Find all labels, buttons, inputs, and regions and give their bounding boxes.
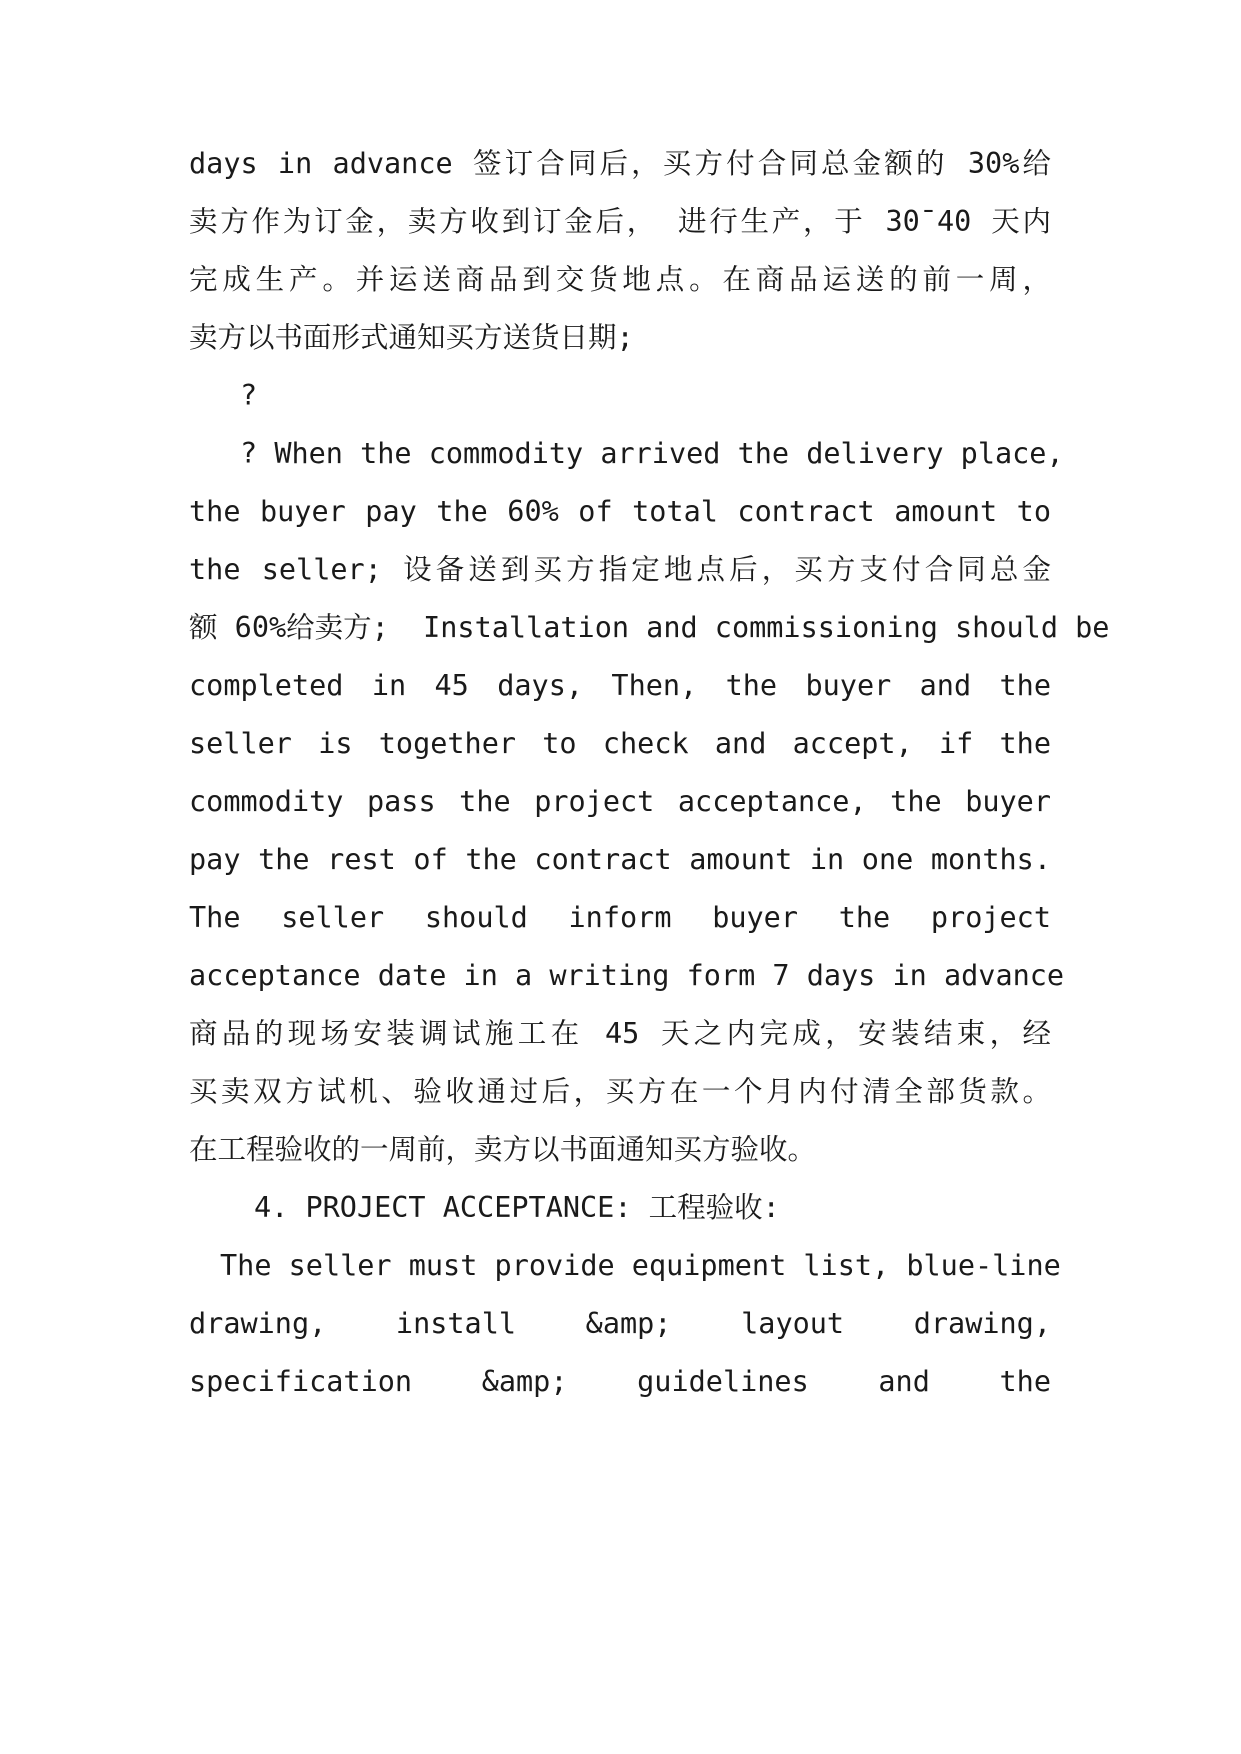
- text-line: specification &amp; guidelines and the: [189, 1365, 1051, 1398]
- text-line: the buyer pay the 60% of total contract amount to: [189, 495, 1051, 528]
- text-line: 卖方作为订金，卖方收到订金后， 进行生产，于 30¯40 天内: [189, 205, 1051, 238]
- text-line: 卖方以书面形式通知买方送货日期;: [189, 321, 634, 354]
- text-line: pay the rest of the contract amount in one months.: [189, 843, 1051, 876]
- text-line: ?: [240, 379, 258, 412]
- text-line: acceptance date in a writing form 7 days in advance: [189, 959, 1065, 992]
- text-line: 商品的现场安装调试施工在 45 天之内完成，安装结束，经: [189, 1017, 1051, 1050]
- text-line: 在工程验收的一周前，卖方以书面通知买方验收。: [189, 1133, 817, 1166]
- text-line: the seller; 设备送到买方指定地点后，买方支付合同总金: [189, 553, 1051, 586]
- text-line: ? When the commodity arrived the delivery place,: [240, 437, 1064, 470]
- text-line: 买卖双方试机、验收通过后，买方在一个月内付清全部货款。: [189, 1075, 1051, 1108]
- section-heading: 4. PROJECT ACCEPTANCE: 工程验收:: [254, 1191, 780, 1224]
- text-line: seller is together to check and accept, if the: [189, 727, 1051, 760]
- text-line: commodity pass the project acceptance, the buyer: [189, 785, 1051, 818]
- text-line: 完成生产。并运送商品到交货地点。在商品运送的前一周，: [189, 263, 1051, 296]
- text-line: 额 60%给卖方; Installation and commissioning should be: [189, 611, 1110, 644]
- text-line: The seller must provide equipment list, blue-line: [220, 1249, 1061, 1282]
- text-line: The seller should inform buyer the project: [189, 901, 1051, 934]
- text-line: completed in 45 days, Then, the buyer and the: [189, 669, 1051, 702]
- text-line: drawing, install &amp; layout drawing,: [189, 1307, 1051, 1340]
- text-line: days in advance 签订合同后，买方付合同总金额的 30%给: [189, 147, 1051, 180]
